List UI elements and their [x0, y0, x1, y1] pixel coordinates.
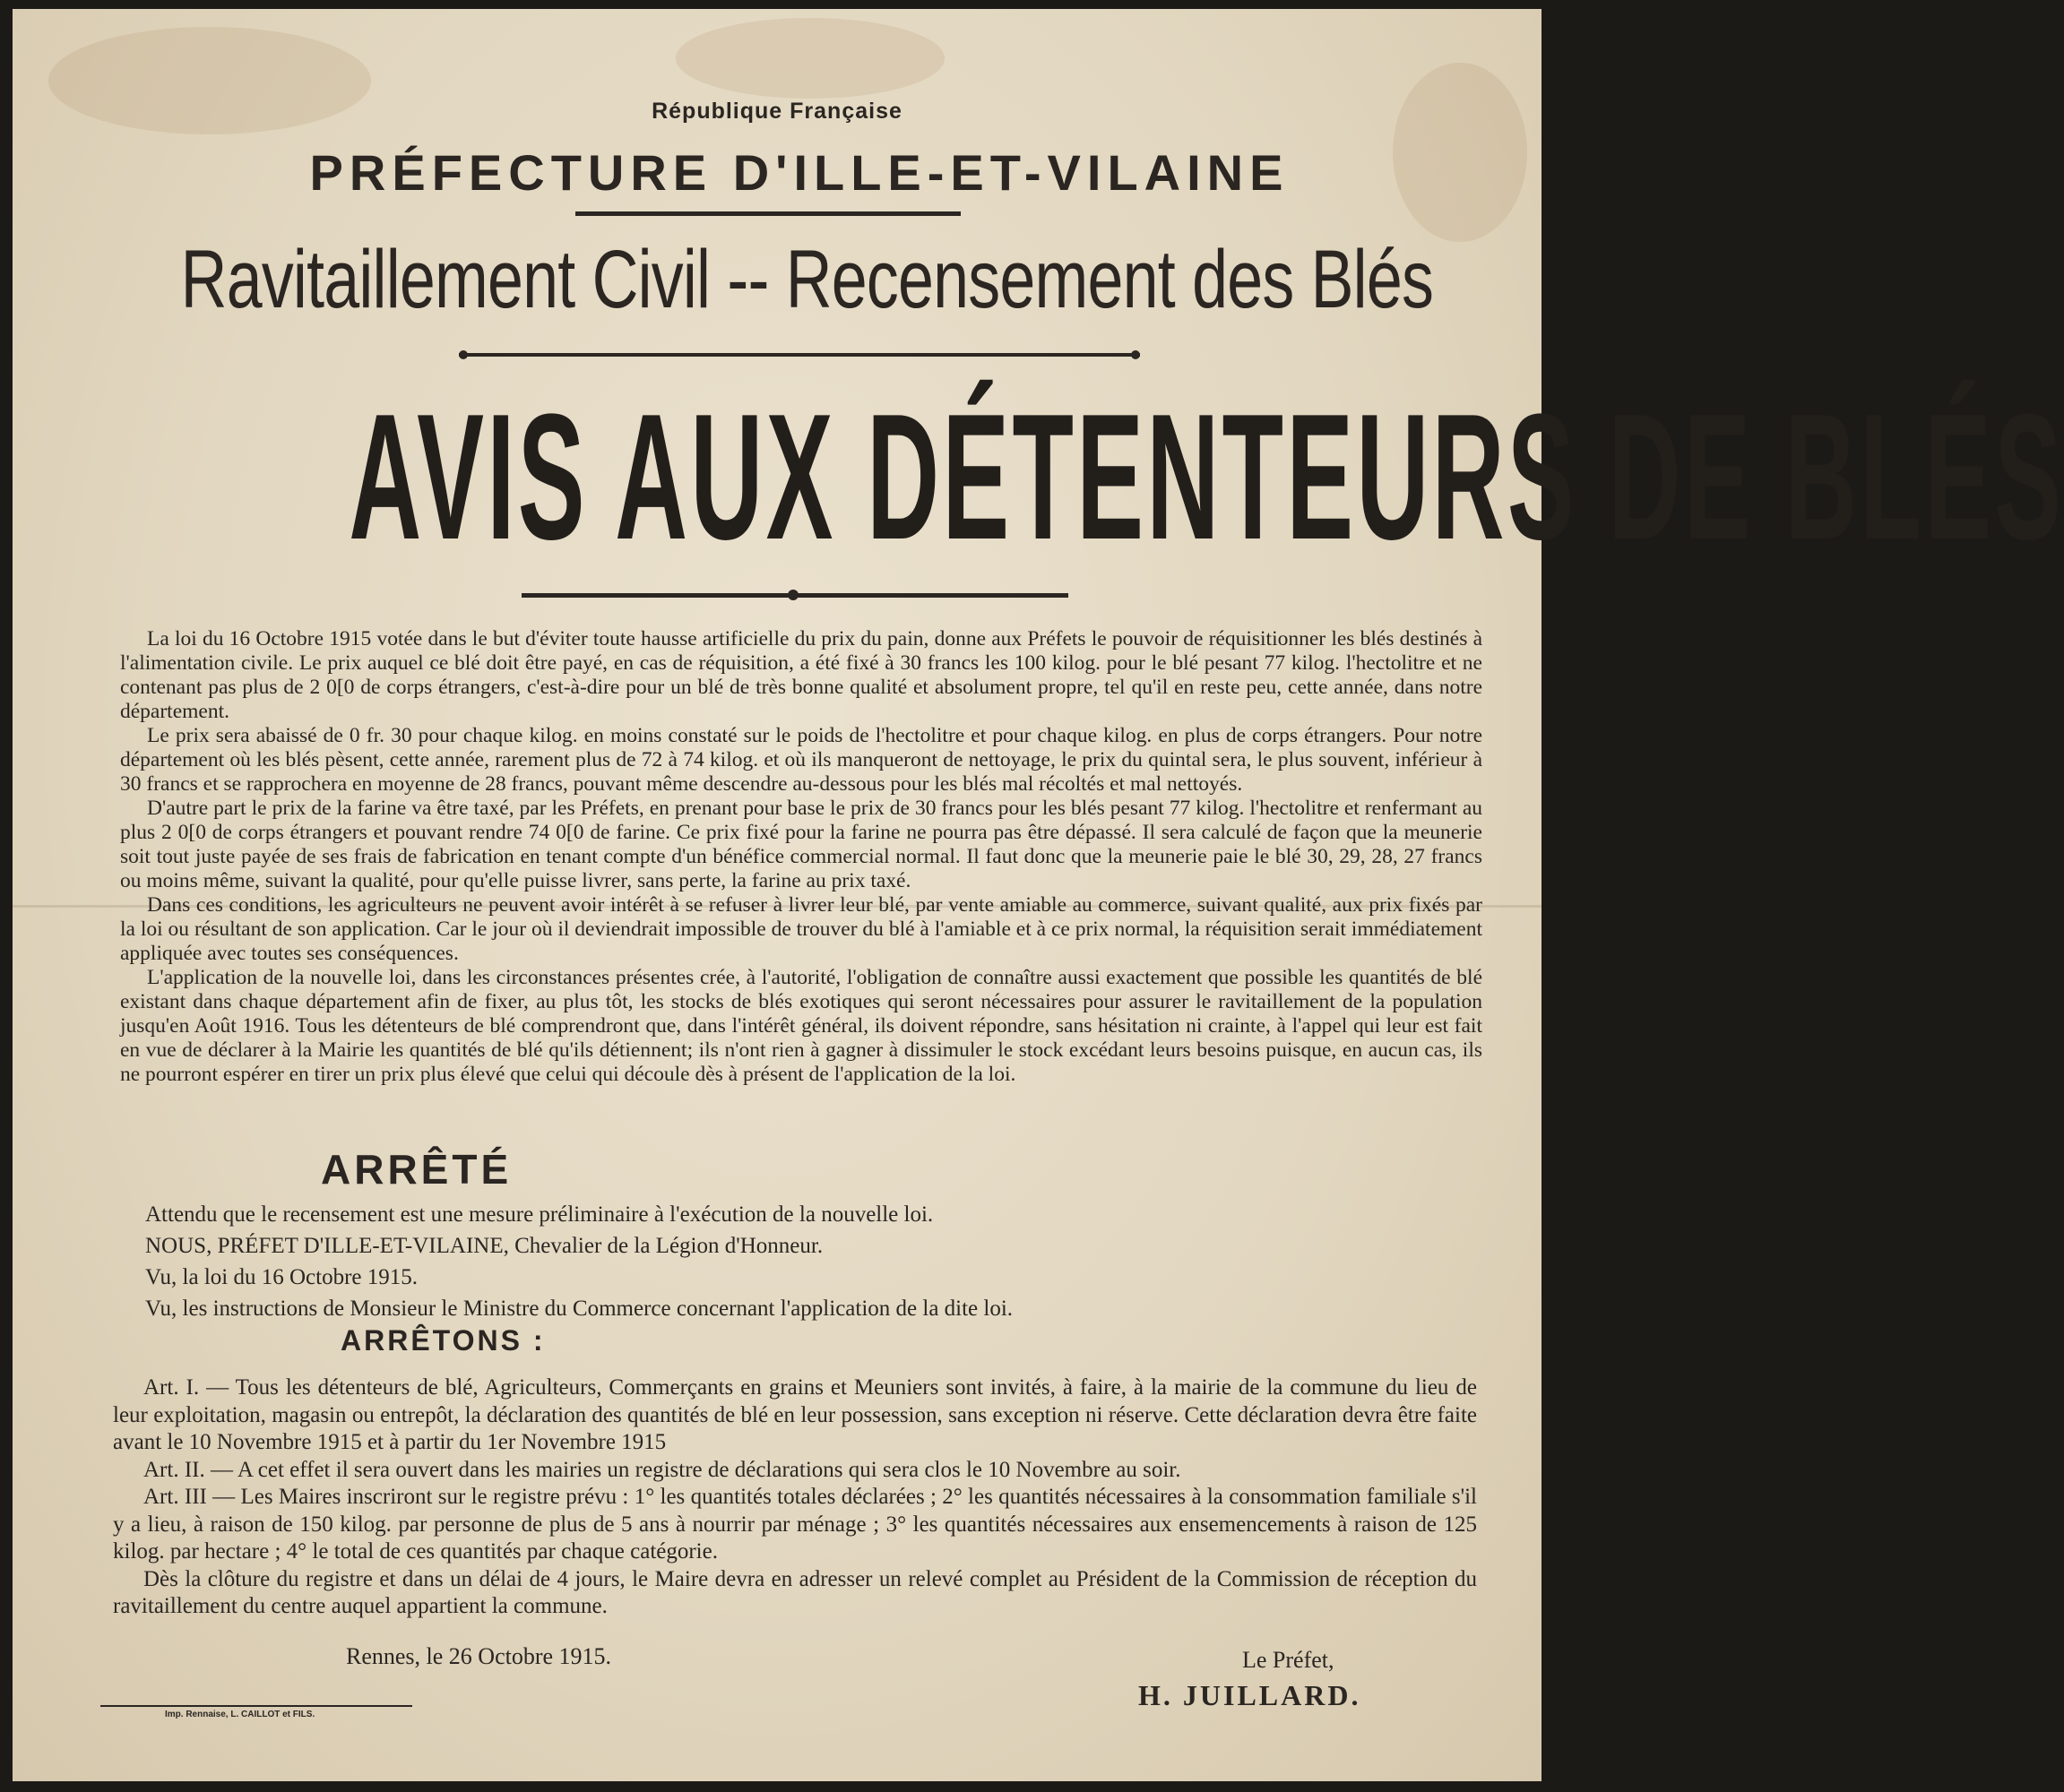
article: Dès la clôture du registre et dans un délai de 4 jours, le Maire devra en adresser un relevé complet au Président de la Commission de réception du ravitaillement du centre auquel appartient la commune.	[113, 1566, 1477, 1618]
imprint: Imp. Rennaise, L. CAILLOT et FILS.	[165, 1710, 315, 1719]
subtitle: Ravitaillement Civil -- Recensement des Blés	[180, 234, 1434, 325]
republique-heading: République Française	[652, 99, 902, 124]
prefet-label: Le Préfet,	[1242, 1647, 1334, 1673]
divider	[575, 211, 961, 216]
arretons-heading: ARRÊTONS :	[341, 1324, 546, 1357]
stain	[676, 18, 945, 99]
considerant: Vu, la loi du 16 Octobre 1915.	[145, 1265, 419, 1289]
considerant: Attendu que le recensement est une mesure préliminaire à l'exécution de la nouvelle loi.	[145, 1202, 934, 1227]
prefecture-heading: PRÉFECTURE D'ILLE-ET-VILAINE	[309, 144, 1290, 201]
paragraph: L'application de la nouvelle loi, dans les circonstances présentes crée, à l'autorité, l'obligation de connaître aussi exactement que possible les quantités de blé existant dans chaque département afin de fixer, au plus tôt, les stocks de blés exotiques qui seront nécessaires pour assurer le ravitaillement de la population jusqu'en Août 1916. Tous les détenteurs de blé comprendront que, dans l'intérêt général, ils doivent répondre, sans hésitation ni crainte, à l'appel qui leur est fait en vue de déclarer à la Mairie les quantités de blé qu'ils détiennent; ils n'ont rien à gagner à dissimuler le stock excédant leurs besoins puisque, en aucun cas, ils ne pourront espérer en tirer un prix plus élevé que celui qui découle dès à présent de l'application de la loi.	[120, 966, 1482, 1086]
notice-body	[120, 627, 1482, 1087]
divider	[459, 353, 1140, 357]
article: Art. II. — A cet effet il sera ouvert dans les mairies un registre de déclarations qui sera clos le 10 Novembre au soir.	[143, 1457, 1181, 1482]
arrete-heading: ARRÊTÉ	[321, 1146, 513, 1193]
prefet-signature: H. JUILLARD.	[1138, 1679, 1361, 1711]
paragraph: D'autre part le prix de la farine va être taxé, par les Préfets, en prenant pour base le prix de 30 francs pour les blés pesant 77 kilog. l'hectolitre et renfermant au plus 2 0[0 de corps étrangers et pouvant rendre 74 0[0 de farine. Ce prix fixé pour la farine ne pourra pas être dépassé. Il sera calculé de façon que la meunerie soit tout juste payée de ses frais de fabrication en tenant compte d'un bénéfice commercial normal. Il faut donc que la meunerie paie le blé 30, 29, 28, 27 francs ou moins même, suivant la qualité, pour qu'elle puisse livrer, sans perte, la farine au prix taxé.	[120, 797, 1482, 892]
article: Art. I. — Tous les détenteurs de blé, Agriculteurs, Commerçants en grains et Meuniers sont invités, à faire, à la mairie de la commune du lieu de leur exploitation, magasin ou entrepôt, la déclaration des quantités de blé en leur possession, sans exception ni réserve. Cette déclaration devra être faite avant le 10 Novembre 1915 et à partir du 1er Novembre 1915	[113, 1375, 1477, 1454]
imprint-rule	[100, 1705, 412, 1707]
considerants	[145, 1199, 1490, 1324]
divider	[522, 593, 1068, 598]
paragraph: Le prix sera abaissé de 0 fr. 30 pour chaque kilog. en moins constaté sur le poids de l'hectolitre et pour chaque kilog. en plus de corps étrangers. Pour notre département où les blés pèsent, cette année, rarement plus de 72 à 74 kilog. et où ils manqueront de nettoyage, le prix du quintal sera, le plus souvent, inférieur à 30 francs et se rapprochera en moyenne de 28 francs, pouvant même descendre au-dessous pour les blés mal récoltés et mal nettoyés.	[120, 724, 1482, 796]
articles	[113, 1374, 1477, 1621]
article: Art. III — Les Maires inscriront sur le registre prévu : 1° les quantités totales déclarées ; 2° les quantités nécessaires à la consommation familiale s'il y a lieu, à raison de 150 kilog. par personne de plus de 5 ans à nourrir par ménage ; 3° les quantités nécessaires aux ensemencements à raison de 125 kilog. par hectare ; 4° le total de ces quantités par chaque catégorie.	[113, 1485, 1477, 1564]
poster	[13, 9, 2064, 1781]
paragraph: La loi du 16 Octobre 1915 votée dans le but d'éviter toute hausse artificielle du prix du pain, donne aux Préfets le pouvoir de réquisitionner les blés destinés à l'alimentation civile. Le prix auquel ce blé doit être payé, en cas de réquisition, a été fixé à 30 francs les 100 kilog. pour le blé pesant 77 kilog. l'hectolitre et ne contenant pas plus de 2 0[0 de corps étrangers, c'est-à-dire pour un blé de très bonne qualité et absolument propre, tel qu'il en reste peu, cette année, dans notre département.	[120, 627, 1482, 723]
considerant: Vu, les instructions de Monsieur le Ministre du Commerce concernant l'application de la dite loi.	[145, 1297, 1014, 1321]
paragraph: Dans ces conditions, les agriculteurs ne peuvent avoir intérêt à se refuser à livrer leur blé, par vente amiable au commerce, suivant qualité, aux prix fixés par la loi ou résultant de son application. Car le jour où il deviendrait impossible de trouver du blé à l'amiable et à ce prix normal, la réquisition serait immédiatement appliquée avec toutes ses conséquences.	[120, 893, 1482, 965]
place-date: Rennes, le 26 Octobre 1915.	[346, 1643, 612, 1669]
headline: AVIS AUX DÉTENTEURS DE BLÉS	[349, 377, 2064, 577]
considerant: NOUS, PRÉFET D'ILLE-ET-VILAINE, Chevalier de la Légion d'Honneur.	[145, 1234, 824, 1258]
